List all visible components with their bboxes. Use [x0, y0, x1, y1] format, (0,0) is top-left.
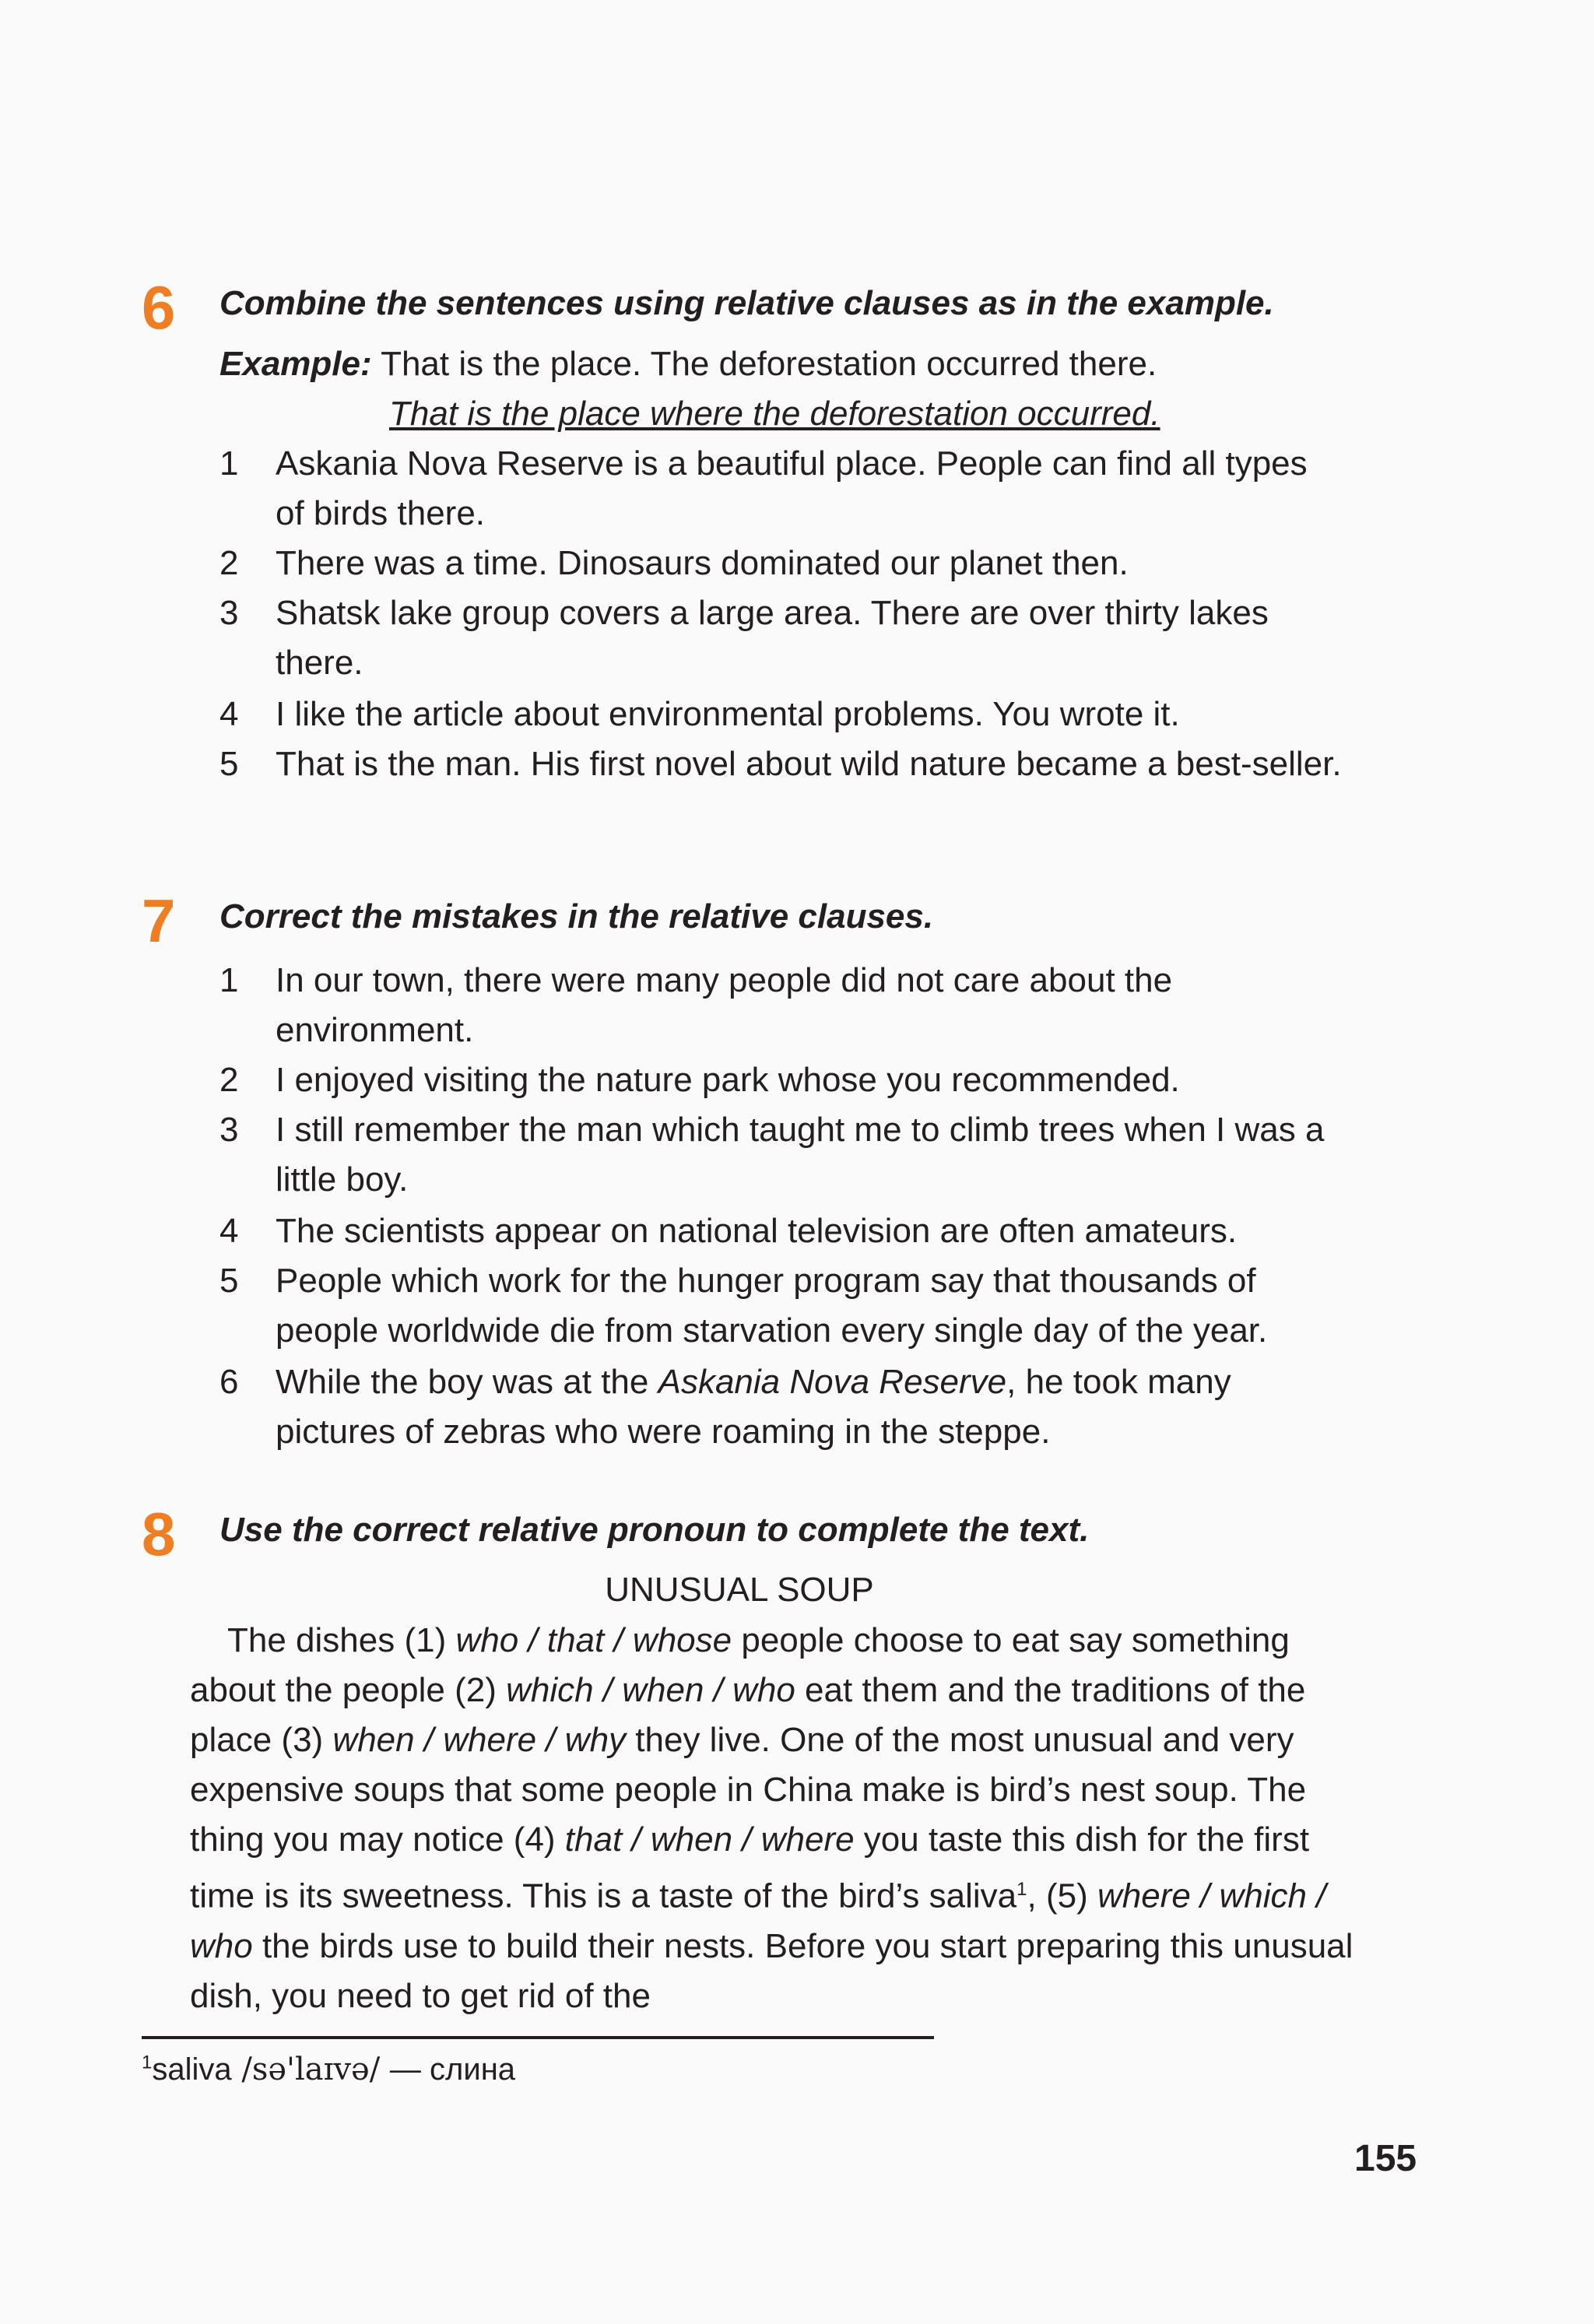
ex7-item-4-text: The scientists appear on national television are often amateurs. [276, 1212, 1238, 1250]
text-title: UNUSUAL SOUP [605, 1571, 874, 1609]
example-answer-text: That is the place where the deforestation occurred. [389, 395, 1160, 433]
example-answer [389, 394, 1160, 435]
choice-1: who / that / whose [455, 1621, 732, 1659]
page-number: 155 [1354, 2138, 1417, 2179]
text-part-1: The dishes (1) [227, 1621, 456, 1659]
exercise-6-instruction: Combine the sentences using relative clauses as in the example. [219, 284, 1274, 322]
exercise-8-number: 8 [142, 1500, 176, 1568]
ex7-item-3-number: 3 [219, 1111, 239, 1149]
example-label: Example: [219, 345, 372, 383]
example-text: That is the place. The deforestation occurred there. [381, 345, 1157, 383]
text-part-6: , (5) [1027, 1876, 1097, 1915]
footnote-ref: 1 [1016, 1879, 1027, 1900]
ex6-item-5-number: 5 [219, 745, 239, 783]
text-paragraph [190, 1616, 1357, 2021]
ex7-item-5-number: 5 [219, 1262, 239, 1300]
text-part-5: you taste this dish for the first time is its sweetness. This is a taste of the bird’s saliva [190, 1820, 1310, 1915]
exercise-7-number: 7 [142, 886, 176, 955]
ex7-item-6-italic: Askania Nova Reserve [658, 1363, 1007, 1401]
ex7-item-5-text: People which work for the hunger program say that thousands of people worldwide die from starvation every single day of the year. [276, 1262, 1268, 1350]
choice-5: where / which / who [190, 1876, 1326, 1965]
footnote-translation: — слина [389, 2052, 516, 2087]
footnote-word: saliva [152, 2052, 232, 2087]
ex7-item-6-text [276, 1357, 1342, 1457]
footnote-marker: 1 [142, 2052, 153, 2073]
ex6-item-2-text: There was a time. Dinosaurs dominated our planet then. [276, 544, 1129, 582]
ex6-item-1-text: Askania Nova Reserve is a beautiful place. People can find all types of birds there. [276, 444, 1308, 532]
example-line [219, 344, 1157, 385]
ex6-item-3-text: Shatsk lake group covers a large area. There are over thirty lakes there. [276, 594, 1269, 682]
ex7-item-1-number: 1 [219, 961, 239, 999]
ex6-item-3-number: 3 [219, 594, 239, 632]
text-part-2: people choose to eat say something about the people (2) [190, 1621, 1290, 1709]
text-part-7: the birds use to build their nests. Before you start preparing this unusual dish, you need to get rid of the [190, 1926, 1353, 2015]
ex7-item-2-text: I enjoyed visiting the nature park whose you recommended. [276, 1061, 1180, 1099]
choice-3: when / where / why [332, 1721, 627, 1759]
ex7-item-6-pre: While the boy was at the [276, 1363, 658, 1401]
exercise-8-instruction: Use the correct relative pronoun to complete the text. [219, 1511, 1090, 1549]
exercise-7-instruction: Correct the mistakes in the relative clauses. [219, 897, 934, 936]
footnote [142, 2052, 515, 2087]
ex6-item-2-number: 2 [219, 544, 239, 582]
ex6-item-5-text: That is the man. His first novel about wild nature became a best-seller. [276, 745, 1342, 783]
ex7-item-6-number: 6 [219, 1363, 239, 1401]
exercise-6-number: 6 [142, 273, 176, 342]
ex7-item-4-number: 4 [219, 1212, 239, 1250]
text-part-4: they live. One of the most unusual and very expensive soups that some people in China make is bird’s nest soup. The thing you may notice (4) [190, 1721, 1307, 1859]
footnote-rule [142, 2036, 934, 2039]
ex7-item-6-post: , he took many pictures of zebras who were roaming in the steppe. [276, 1363, 1231, 1451]
ex7-item-1-text: In our town, there were many people did not care about the environment. [276, 961, 1173, 1049]
choice-4: that / when / where [564, 1820, 855, 1859]
ex6-item-4-number: 4 [219, 695, 239, 733]
choice-2: which / when / who [506, 1671, 795, 1709]
footnote-pronunciation: /sə'laɪvə/ [231, 2052, 390, 2087]
ex6-item-1-number: 1 [219, 444, 239, 483]
ex7-item-3-text: I still remember the man which taught me to climb trees when I was a little boy. [276, 1111, 1325, 1199]
ex7-item-2-number: 2 [219, 1061, 239, 1099]
ex6-item-4-text: I like the article about environmental problems. You wrote it. [276, 695, 1180, 733]
text-part-3: eat them and the traditions of the place (3) [190, 1671, 1306, 1759]
